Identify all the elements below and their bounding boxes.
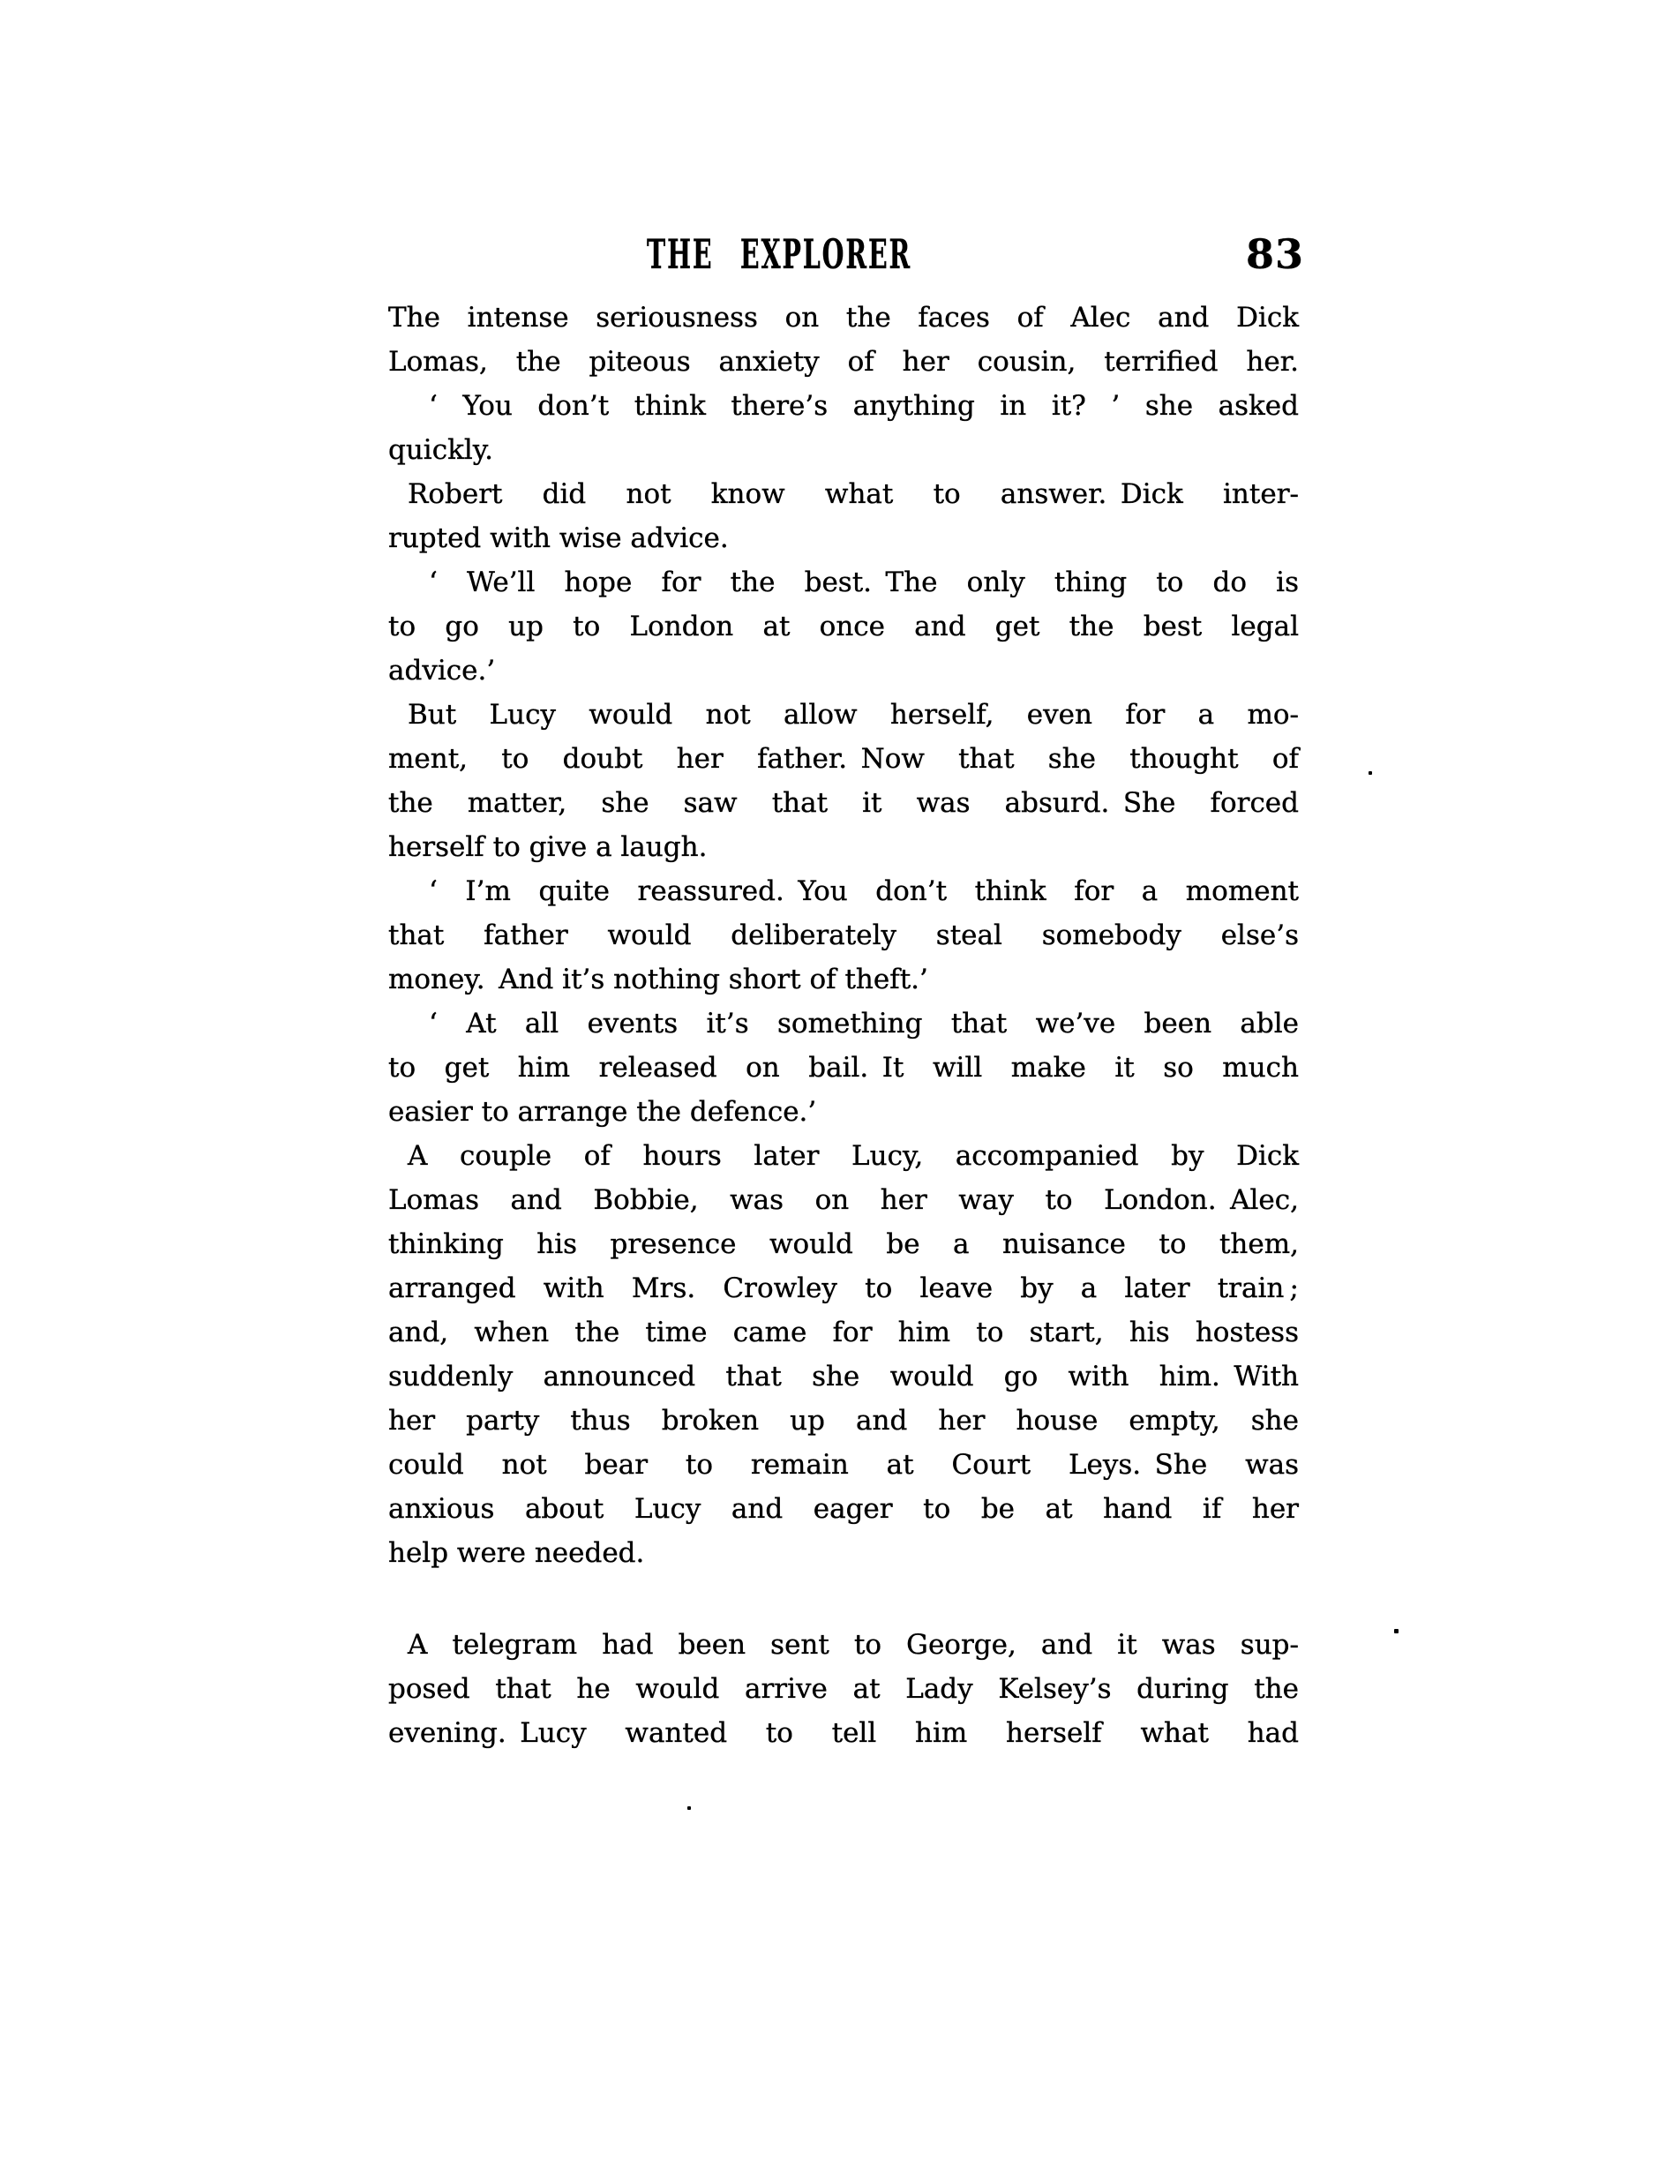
text-line: advice.’: [388, 655, 496, 687]
text-line: her party thus broken up and her house empty, she: [388, 1405, 1299, 1437]
text-line: ‘ You don’t think there’s anything in it? ’ she asked: [429, 390, 1299, 422]
text-line: thinking his presence would be a nuisance to them,: [388, 1228, 1299, 1260]
text-line: ‘ At all events it’s something that we’ve been able: [429, 1008, 1299, 1039]
text-line: the matter, she saw that it was absurd. She forced: [388, 787, 1299, 819]
ink-speck: [1369, 771, 1372, 775]
text-line: ‘ I’m quite reassured. You don’t think for a moment: [429, 875, 1299, 907]
text-line: But Lucy would not allow herself, even for a mo-: [408, 699, 1299, 731]
text-line: anxious about Lucy and eager to be at hand if her: [388, 1493, 1299, 1525]
text-line: herself to give a laugh.: [388, 831, 708, 863]
text-line: money. And it’s nothing short of theft.’: [388, 964, 928, 995]
text-line: Lomas, the piteous anxiety of her cousin, terrified her.: [388, 346, 1299, 378]
page-number: 83: [1246, 230, 1305, 278]
text-line: suddenly announced that she would go with him. With: [388, 1361, 1299, 1392]
ink-speck: [687, 1806, 691, 1810]
running-head-title: THE EXPLORER: [647, 230, 912, 278]
text-line: A couple of hours later Lucy, accompanied by Dick: [408, 1140, 1299, 1172]
text-line: and, when the time came for him to start, his hostess: [388, 1317, 1299, 1348]
text-line: arranged with Mrs. Crowley to leave by a later train ;: [388, 1272, 1299, 1304]
text-line: evening. Lucy wanted to tell him herself what had: [388, 1717, 1299, 1749]
text-line: posed that he would arrive at Lady Kelsey’s during the: [388, 1673, 1299, 1705]
text-line: help were needed.: [388, 1537, 645, 1569]
text-line: quickly.: [388, 434, 494, 466]
text-line: ment, to doubt her father. Now that she thought of: [388, 743, 1299, 775]
text-line: The intense seriousness on the faces of Alec and Dick: [388, 302, 1299, 334]
text-line: could not bear to remain at Court Leys. She was: [388, 1449, 1299, 1481]
text-line: that father would deliberately steal somebody else’s: [388, 919, 1299, 951]
text-line: Robert did not know what to answer. Dick inter-: [408, 478, 1299, 510]
text-line: ‘ We’ll hope for the best. The only thing to do is: [429, 567, 1299, 598]
page-text: [388, 296, 1299, 1755]
text-line: to get him released on bail. It will make it so much: [388, 1052, 1299, 1084]
text-line: to go up to London at once and get the best legal: [388, 611, 1299, 642]
text-line: Lomas and Bobbie, was on her way to London. Alec,: [388, 1184, 1299, 1216]
text-line: A telegram had been sent to George, and it was sup-: [408, 1629, 1299, 1661]
text-line: easier to arrange the defence.’: [388, 1096, 817, 1128]
text-line: rupted with wise advice.: [388, 522, 729, 554]
ink-speck: [1394, 1629, 1399, 1633]
